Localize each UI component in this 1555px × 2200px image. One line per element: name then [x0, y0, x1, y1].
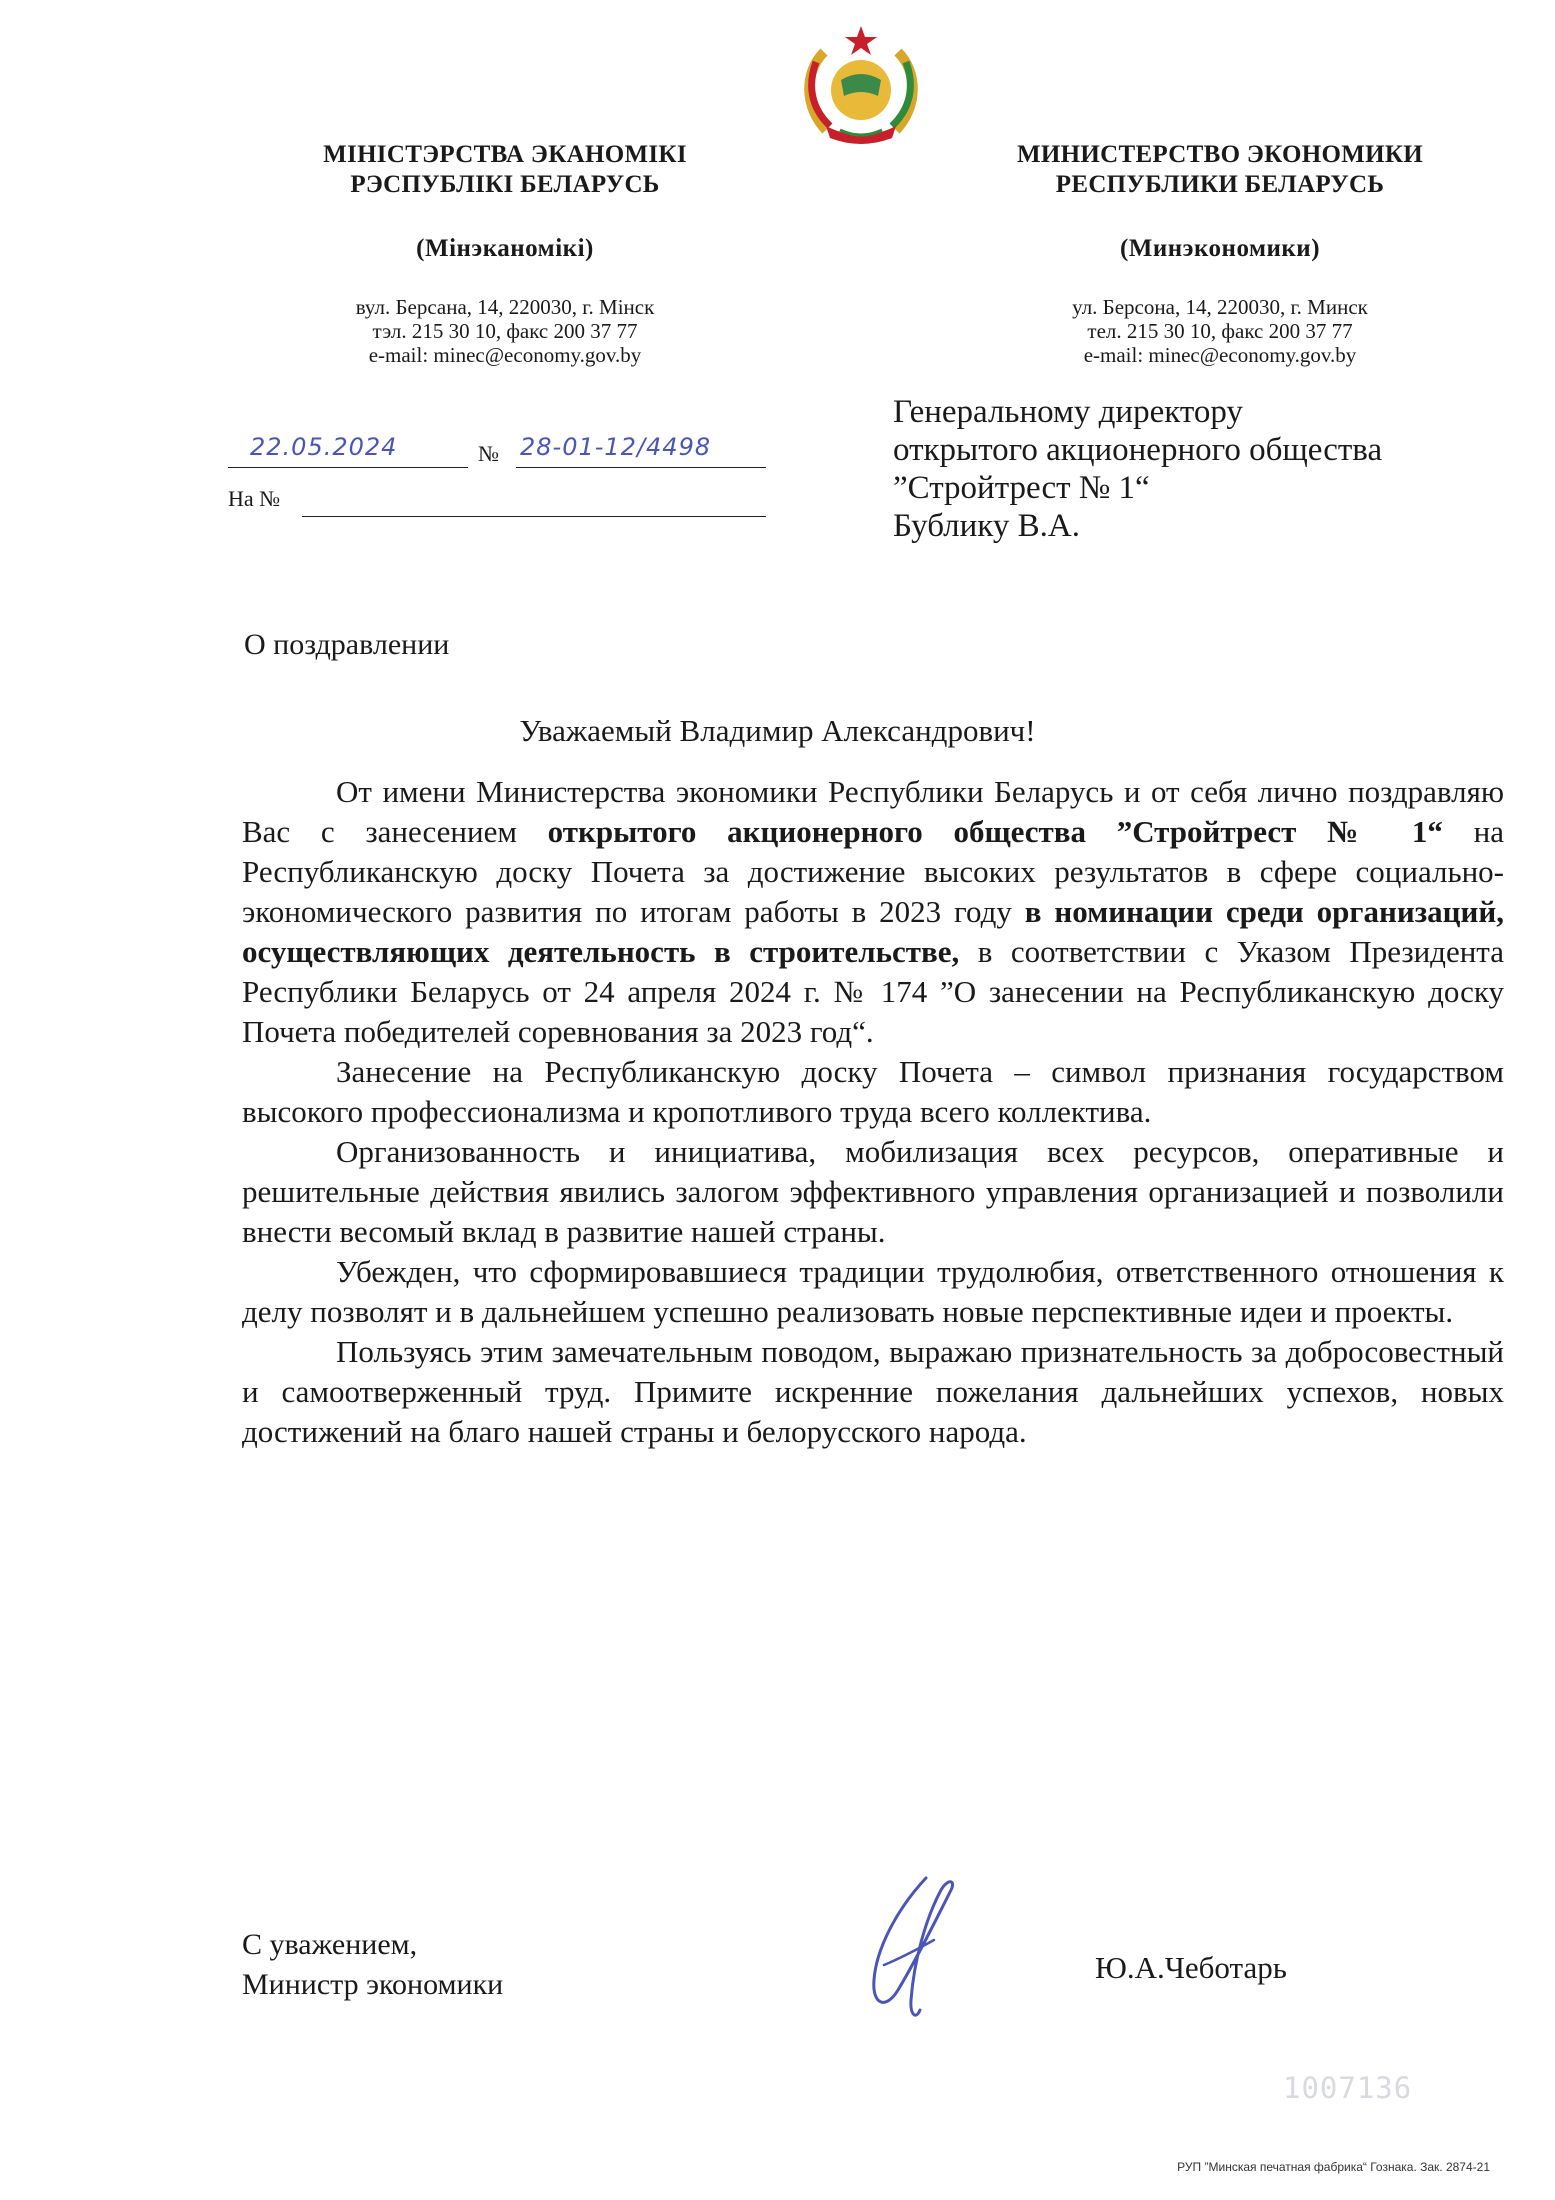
signer-name: Ю.А.Чеботарь	[1095, 1950, 1287, 1985]
address-be: вул. Берсана, 14, 220030, г. Мінск	[355, 295, 655, 319]
form-serial-number: 1007136	[1283, 2071, 1413, 2105]
body-paragraph	[242, 772, 1504, 1052]
body-text: на Республиканскую доску Почета за достижение высоких результатов в сфере социально-экономического развития по итогам работы в 2023 году	[242, 814, 1504, 929]
body-paragraph: Организованность и инициатива, мобилизация всех ресурсов, оперативные и решительные действия явились залогом эффективного управления организацией и позволили внести весомый вклад в развитие нашей страны.	[242, 1134, 1504, 1249]
state-emblem	[796, 22, 926, 150]
addressee-block	[893, 393, 1513, 545]
org-name-line2-ru: РЕСПУБЛИКИ БЕЛАРУСЬ	[1055, 171, 1385, 198]
closing-block	[242, 1925, 503, 2005]
letter-subject: О поздравлении	[244, 628, 450, 661]
header-left	[290, 140, 720, 367]
addressee-line: открытого акционерного общества	[893, 432, 1383, 468]
outgoing-date: 22.05.2024	[250, 433, 398, 461]
phone-be: тэл. 215 30 10, факс 200 37 77	[372, 319, 638, 343]
addressee-line: Бублику В.А.	[893, 508, 1080, 544]
handwritten-signature	[856, 1870, 971, 2030]
reference-label: На №	[228, 486, 281, 511]
body-text-bold: открытого акционерного общества ”Стройтрест № 1“	[547, 814, 1443, 849]
letter-body	[242, 772, 1504, 1452]
org-name-line2-be: РЭСПУБЛІКІ БЕЛАРУСЬ	[350, 171, 660, 198]
body-text: От имени Министерства экономики Республики Беларусь и от себя лично поздравляю Вас с занесением	[242, 774, 1504, 849]
address-ru: ул. Берсона, 14, 220030, г. Минск	[1072, 295, 1368, 319]
email-be: e-mail: minec@economy.gov.by	[368, 343, 642, 367]
body-paragraph: Убежден, что сформировавшиеся традиции трудолюбия, ответственного отношения к делу позволят и в дальнейшем успешно реализовать новые перспективные идеи и проекты.	[242, 1254, 1504, 1329]
addressee-line: ”Стройтрест № 1“	[893, 470, 1150, 506]
header-right	[985, 140, 1455, 367]
org-short-name-ru: (Минэкономики)	[1119, 235, 1321, 262]
signer-position: Министр экономики	[242, 1968, 504, 2001]
body-paragraph: Пользуясь этим замечательным поводом, выражаю признательность за добросовестный и самоотверженный труд. Примите искренние пожелания дальнейших успехов, новых достижений на благо нашей страны и белорусского народа.	[242, 1334, 1504, 1449]
phone-ru: тел. 215 30 10, факс 200 37 77	[1087, 319, 1353, 343]
org-short-name-be: (Мінэканомікі)	[416, 235, 594, 262]
body-text: в соответствии с Указом Президента Республики Беларусь от 24 апреля 2024 г. № 174 ”О занесении на Республиканскую доску Почета победителей соревнования за 2023 год“.	[242, 934, 1504, 1049]
salutation: Уважаемый Владимир Александрович!	[519, 713, 1036, 748]
outgoing-number: 28-01-12/4498	[520, 433, 712, 461]
email-ru: e-mail: minec@economy.gov.by	[1083, 343, 1357, 367]
body-paragraph: Занесение на Республиканскую доску Почета – символ признания государством высокого профессионализма и кропотливого труда всего коллектива.	[242, 1054, 1504, 1129]
addressee-line: Генеральному директору	[893, 394, 1243, 430]
body-text-bold: в номинации среди организаций, осуществляющих деятельность в строительстве,	[242, 894, 1504, 969]
org-name-line1-ru: МИНИСТЕРСТВО ЭКОНОМИКИ	[1016, 141, 1424, 168]
number-label: №	[478, 441, 499, 466]
printer-imprint: РУП ”Минская печатная фабрика“ Гознака. Зак. 2874-21	[1177, 2160, 1490, 2174]
org-name-line1-be: МІНІСТЭРСТВА ЭКАНОМІКІ	[323, 141, 687, 168]
reference-field-line	[302, 484, 766, 517]
closing-regards: С уважением,	[242, 1928, 418, 1961]
